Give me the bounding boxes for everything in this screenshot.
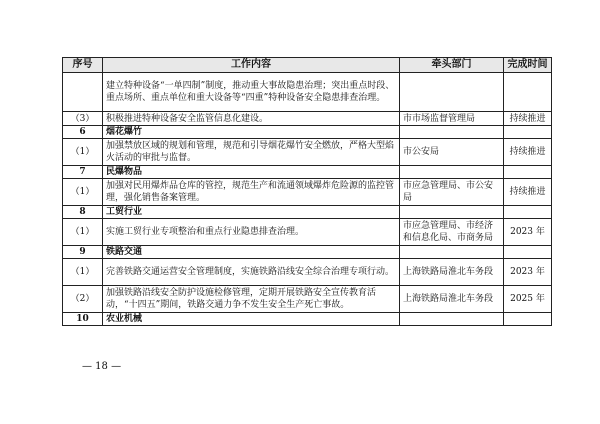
item-deadline: 持续推进: [504, 179, 552, 206]
table-row: [63, 112, 552, 126]
section-title: 民爆物品: [103, 166, 400, 179]
item-content: 积极推进特种设备安全监管信息化建设。: [103, 112, 400, 126]
item-deadline: 2025 年: [504, 286, 552, 313]
item-number: （2）: [63, 286, 103, 313]
empty-cell: [400, 313, 504, 326]
item-content: 加强对民用爆炸品仓库的管控，规范生产和流通领域爆炸危险源的监控管理，强化销售备案管理。: [103, 179, 400, 206]
section-row: [63, 313, 552, 326]
header-department: 牵头部门: [400, 58, 504, 73]
section-number: 7: [63, 166, 103, 179]
section-title: 烟花爆竹: [103, 126, 400, 139]
item-deadline: 持续推进: [504, 139, 552, 166]
section-row: [63, 206, 552, 219]
header-deadline: 完成时间: [504, 58, 552, 73]
item-department: 市市场监督管理局: [400, 112, 504, 126]
empty-cell: [504, 166, 552, 179]
item-department: 上海铁路局淮北车务段: [400, 286, 504, 313]
section-number: 10: [63, 313, 103, 326]
item-content: 加强铁路沿线安全防护设施检修管理，定期开展铁路安全宣传教育活动，“十四五”期间，铁路交通力争不发生安全生产死亡事故。: [103, 286, 400, 313]
header-number: 序号: [63, 58, 103, 73]
item-deadline: 2023 年: [504, 219, 552, 246]
table-row: [63, 179, 552, 206]
item-number: （3）: [63, 112, 103, 126]
table-row: [63, 286, 552, 313]
item-content: 完善铁路交通运营安全管理制度，实施铁路沿线安全综合治理专项行动。: [103, 259, 400, 286]
section-number: 8: [63, 206, 103, 219]
table-header-row: [63, 58, 552, 73]
section-title: 铁路交通: [103, 246, 400, 259]
empty-cell: [504, 126, 552, 139]
item-department: 市应急管理局、市公安局: [400, 179, 504, 206]
page-number: — 18 —: [82, 361, 122, 372]
header-content: 工作内容: [103, 58, 400, 73]
table-body: [63, 73, 552, 326]
item-department: 市公安局: [400, 139, 504, 166]
item-number: （1）: [63, 179, 103, 206]
section-number: 9: [63, 246, 103, 259]
section-row: [63, 246, 552, 259]
item-number: （1）: [63, 259, 103, 286]
item-number: （1）: [63, 139, 103, 166]
task-table: [62, 57, 552, 326]
item-department: [400, 73, 504, 112]
item-number: （1）: [63, 219, 103, 246]
item-department: 市应急管理局、市经济和信息化局、市商务局: [400, 219, 504, 246]
section-title: 工贸行业: [103, 206, 400, 219]
empty-cell: [400, 166, 504, 179]
item-deadline: 持续推进: [504, 112, 552, 126]
empty-cell: [400, 126, 504, 139]
table-row: [63, 73, 552, 112]
empty-cell: [400, 246, 504, 259]
section-number: 6: [63, 126, 103, 139]
empty-cell: [504, 246, 552, 259]
table-row: [63, 139, 552, 166]
item-deadline: [504, 73, 552, 112]
item-department: 上海铁路局淮北车务段: [400, 259, 504, 286]
item-content: 建立特种设备“一单四制”制度，推动重大事故隐患治理；突出重点时段、重点场所、重点单位和重大设备等“四重”特种设备安全隐患排查治理。: [103, 73, 400, 112]
table-row: [63, 219, 552, 246]
section-row: [63, 166, 552, 179]
item-number: [63, 73, 103, 112]
section-row: [63, 126, 552, 139]
section-title: 农业机械: [103, 313, 400, 326]
item-content: 加强禁放区域的规划和管理，规范和引导烟花爆竹安全燃放，严格大型焰火活动的审批与监督。: [103, 139, 400, 166]
item-content: 实施工贸行业专项整治和重点行业隐患排查治理。: [103, 219, 400, 246]
empty-cell: [504, 313, 552, 326]
empty-cell: [400, 206, 504, 219]
item-deadline: 2023 年: [504, 259, 552, 286]
table-row: [63, 259, 552, 286]
empty-cell: [504, 206, 552, 219]
